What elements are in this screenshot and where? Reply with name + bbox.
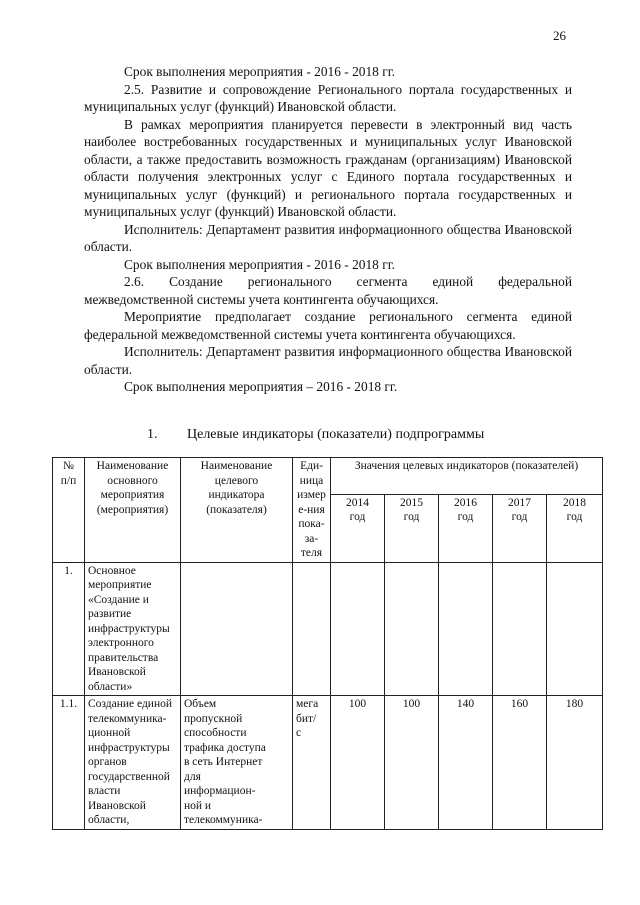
paragraph: 2.6. Создание регионального сегмента единой федеральной межведомственной системы учета контингента обучающихся. <box>84 274 572 307</box>
cell-line: теля <box>300 547 323 559</box>
cell-line: № <box>63 460 74 472</box>
cell-line: мероприятие <box>88 579 152 591</box>
cell-line: е-ния <box>298 503 325 516</box>
cell-line: Ивановской <box>88 666 146 678</box>
cell-line: 2017 <box>508 496 531 509</box>
cell-line: пропускной <box>184 712 243 725</box>
cell-line: в сеть Интернет <box>184 756 263 768</box>
header-indicator <box>181 458 293 563</box>
body-text <box>84 63 572 396</box>
cell-line: 2015 <box>400 496 423 509</box>
cell-line: измер <box>297 489 326 501</box>
cell-line: Наименование <box>200 460 273 472</box>
cell-value <box>331 562 385 696</box>
cell-unit <box>293 696 331 830</box>
table-row <box>53 562 603 696</box>
cell-line: Создание единой <box>88 698 173 710</box>
cell-line: год <box>457 511 474 524</box>
cell-line: год <box>511 511 528 524</box>
header-event <box>85 458 181 563</box>
header-unit <box>293 458 331 563</box>
paragraph: 2.5. Развитие и сопровождение Регионального портала государственных и муниципальных услуг (функций) Ивановской области. <box>84 81 572 114</box>
cell-line: 2016 <box>454 496 477 509</box>
cell-line: мега <box>296 698 319 710</box>
cell-line: ной и <box>184 799 212 812</box>
cell-line: за- <box>304 532 319 545</box>
cell-value: 100 <box>385 696 439 830</box>
cell-line: год <box>403 511 420 524</box>
cell-line: Основное <box>88 564 136 577</box>
cell-line: информацион- <box>184 785 256 797</box>
cell-line: способности <box>184 727 247 739</box>
cell-line: основного <box>107 474 158 487</box>
cell-line: «Создание и <box>88 593 149 606</box>
page-number: 26 <box>553 28 566 43</box>
indicators-table <box>52 457 603 830</box>
cell-line: области, <box>88 814 130 826</box>
cell-line: индикатора <box>208 489 265 501</box>
cell-num: 1.1. <box>53 696 85 830</box>
paragraph: Мероприятие предполагает создание регионального сегмента единой федеральной межведомственной системы учета контингента обучающихся. <box>84 309 572 342</box>
cell-value <box>547 562 603 696</box>
cell-line: бит/ <box>296 712 317 725</box>
section-number: 1. <box>147 427 158 442</box>
cell-line: области» <box>88 680 133 693</box>
cell-line: органов <box>88 756 127 768</box>
cell-line: целевого <box>214 474 259 487</box>
cell-line: правительства <box>88 651 159 664</box>
cell-line: год <box>566 511 583 524</box>
cell-line: мероприятия <box>100 489 165 501</box>
header-year <box>547 494 603 562</box>
cell-line: 2018 <box>563 496 586 509</box>
cell-line: Объем <box>184 698 217 710</box>
header-values-group: Значения целевых индикаторов (показателей) <box>331 458 603 495</box>
cell-line: инфраструктуры <box>88 622 170 635</box>
cell-line: трафика доступа <box>184 741 266 754</box>
cell-unit <box>293 562 331 696</box>
cell-event <box>85 562 181 696</box>
cell-line: ционной <box>88 727 131 739</box>
cell-line: (мероприятия) <box>96 503 169 516</box>
cell-value <box>439 562 493 696</box>
header-num <box>53 458 85 563</box>
paragraph: Срок выполнения мероприятия - 2016 - 2018 гг. <box>124 256 396 272</box>
header-year <box>439 494 493 562</box>
header-year <box>331 494 385 562</box>
cell-indicator <box>181 562 293 696</box>
cell-value: 160 <box>493 696 547 830</box>
cell-indicator <box>181 696 293 830</box>
cell-line: власти <box>88 785 121 797</box>
cell-line: п/п <box>60 474 77 487</box>
cell-event <box>85 696 181 830</box>
cell-value: 180 <box>547 696 603 830</box>
header-year <box>385 494 439 562</box>
cell-line: телекоммуника- <box>88 712 167 725</box>
table-body <box>53 562 603 829</box>
cell-line: с <box>296 727 302 739</box>
cell-value <box>385 562 439 696</box>
cell-value: 140 <box>439 696 493 830</box>
cell-value: 100 <box>331 696 385 830</box>
cell-line: год <box>349 511 366 524</box>
paragraph: Срок выполнения мероприятия – 2016 - 2018 гг. <box>124 379 398 394</box>
cell-line: телекоммуника- <box>184 814 263 826</box>
cell-line: (показателя) <box>206 503 267 516</box>
paragraph: Срок выполнения мероприятия - 2016 - 2018 гг. <box>124 64 396 79</box>
cell-line: Наименование <box>96 460 169 472</box>
cell-line: Еди- <box>300 460 323 472</box>
section-heading <box>147 427 484 443</box>
cell-line: 2014 <box>346 496 369 509</box>
cell-line: инфраструктуры <box>88 741 170 754</box>
table-row <box>53 696 603 830</box>
cell-line: электронного <box>88 637 154 649</box>
cell-num: 1. <box>53 562 85 696</box>
header-year <box>493 494 547 562</box>
cell-line: пока- <box>298 518 325 530</box>
cell-line: Ивановской <box>88 799 146 812</box>
cell-line: государственной <box>88 770 170 783</box>
paragraph: В рамках мероприятия планируется перевести в электронный вид часть наиболее востребованных государственных и муниципальных услуг Ивановской области, а также предоставить возможность гражданам (организациям) Ивановской области получения электронных услуг с Единого портала государственных и муниципальных услуг (функций) и регионального портала государственных и муниципальных услуг (функций) Ивановской области. <box>84 116 572 219</box>
cell-line: развитие <box>88 608 132 620</box>
cell-line: для <box>184 770 201 783</box>
paragraph: Исполнитель: Департамент развития информационного общества Ивановской области. <box>84 344 572 377</box>
cell-value <box>493 562 547 696</box>
paragraph: Исполнитель: Департамент развития информационного общества Ивановской области. <box>84 221 572 254</box>
cell-line: ница <box>299 474 324 487</box>
section-title: Целевые индикаторы (показатели) подпрограммы <box>187 427 485 442</box>
